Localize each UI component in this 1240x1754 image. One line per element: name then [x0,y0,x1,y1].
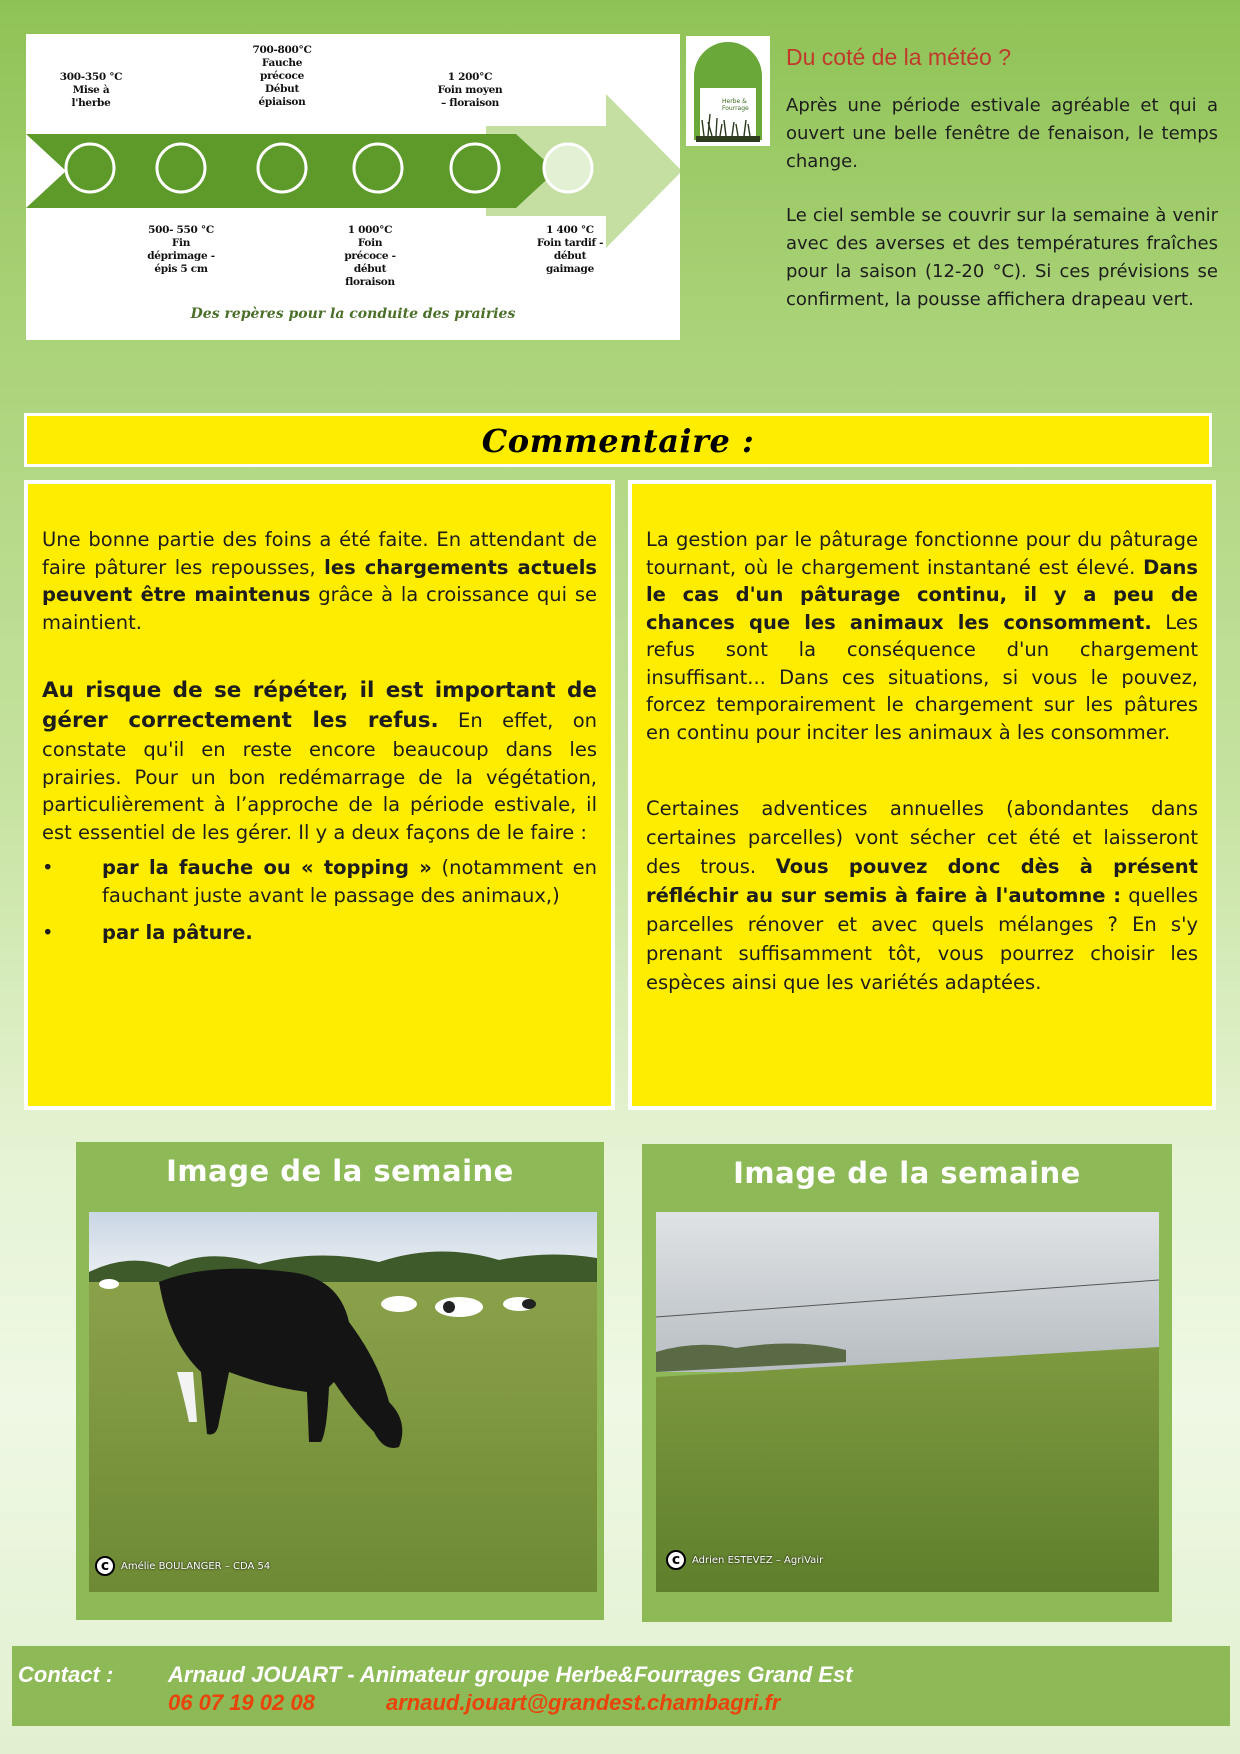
credit-text: Adrien ESTEVEZ – AgriVair [692,1554,824,1566]
photo-credit [95,1556,270,1576]
list-item [42,854,597,909]
timeline-label-1000: 1 000°C Foin précoce - début floraison [344,224,396,288]
commentaire-right-box [628,480,1216,1110]
meteo-title: Du coté de la météo ? [786,44,1012,70]
image-title: Image de la semaine [733,1156,1081,1190]
contact-footer [12,1646,1230,1726]
contact-name: Arnaud JOUART - Animateur groupe Herbe&Fourrages Grand Est [168,1662,853,1687]
text-run: (notamment en fauchant juste avant le passage des animaux,) [102,856,597,907]
bold-run: par la pâture. [102,921,253,944]
meteo-paragraph-1: Après une période estivale agréable et qui a ouvert une belle fenêtre de fenaison, le temps change. [786,95,1218,172]
image-panel-1 [76,1142,604,1620]
contact-phone[interactable]: 06 07 19 02 08 [168,1690,315,1715]
bold-run: Au risque de se répéter, il est important de gérer correctement les refus. [42,678,597,733]
credit-text: Amélie BOULANGER – CDA 54 [121,1560,271,1572]
timeline-label-300: 300-350 °C Mise à l'herbe [59,71,123,109]
timeline-label-700: 700-800°C Fauche précoce Début épiaison [252,44,312,108]
contact-label: Contact : [18,1662,114,1687]
copyright-icon: c [666,1550,686,1570]
text-run: quelles parcelles rénover et avec quels mélanges ? En s'y prenant suffisamment tôt, vous pourrez choisir les espèces ainsi que les variétés adaptées. [646,884,1198,994]
text-run: En effet, on constate qu'il en reste encore beaucoup dans les prairies. Pour un bon redémarrage de la végétation, particulièrement à l’approche de la période estivale, il est essentiel de les gérer. Il y a deux façons de le faire : [42,709,597,844]
image-panel-2 [642,1144,1172,1622]
herbe-fourrage-logo [686,36,770,146]
copyright-icon: c [95,1556,115,1576]
right-paragraph-1 [646,526,1198,746]
cow-grazing-photo [89,1212,597,1592]
bullet-icon: • [42,921,54,944]
commentaire-left-box [24,480,615,1110]
timeline-label-500: 500- 550 °C Fin déprimage - épis 5 cm [147,224,215,275]
logo-text: Herbe & Fourrage [722,98,749,112]
image-title: Image de la semaine [166,1154,514,1188]
text-run: La gestion par le pâturage fonctionne pour du pâturage tournant, où le chargement instantané est élevé. [646,528,1198,579]
bold-run: Dans le cas d'un pâturage continu, il y a peu de chances que les animaux les consomment. [646,555,1198,634]
contact-email[interactable]: arnaud.jouart@grandest.chambagri.fr [386,1690,781,1715]
text-run: Les refus sont la conséquence d'un chargement insuffisant... Dans ces situations, si vous le pouvez, forcez temporairement le chargement sur les pâtures en continu pour inciter les animaux à les consommer. [646,610,1198,744]
text-run: grâce à la croissance qui se maintient. [42,583,598,634]
timeline-caption: Des repères pour la conduite des prairies [190,306,516,322]
stage-circle-faded [544,144,592,192]
commentaire-title: Commentaire : [481,422,755,460]
text-run: Une bonne partie des foins a été faite. En attendant de faire pâturer les repousses, [42,528,597,579]
grass-logo-icon [686,36,770,146]
bullet-icon: • [42,856,54,879]
refus-options-list [42,854,597,947]
right-paragraph-2 [646,794,1198,997]
timeline-label-1200: 1 200°C Foin moyen – floraison [437,71,503,109]
list-item [42,919,597,947]
photo-credit [666,1550,823,1570]
meteo-paragraph-2: Le ciel semble se couvrir sur la semaine à venir avec des averses et des températures fraîches pour la saison (12-20 °C). Si ces prévisions se confirment, la pousse affichera drapeau vert. [786,205,1218,310]
grassland-timeline [26,34,680,340]
meadow-photo [656,1212,1159,1592]
bold-run: les chargements actuels peuvent être maintenus [42,555,597,606]
left-paragraph-2 [42,676,597,846]
commentaire-banner [24,413,1212,467]
text-run: Certaines adventices annuelles (abondantes dans certaines parcelles) vont sécher cet été et laisseront des trous. [646,797,1198,878]
bold-run: par la fauche ou « topping » [102,856,432,879]
bold-run: Vous pouvez donc dès à présent réfléchir au sur semis à faire à l'automne : [646,855,1198,907]
left-paragraph-1 [42,526,597,636]
timeline-label-1400: 1 400 °C Foin tardif - début gaimage [536,224,604,275]
